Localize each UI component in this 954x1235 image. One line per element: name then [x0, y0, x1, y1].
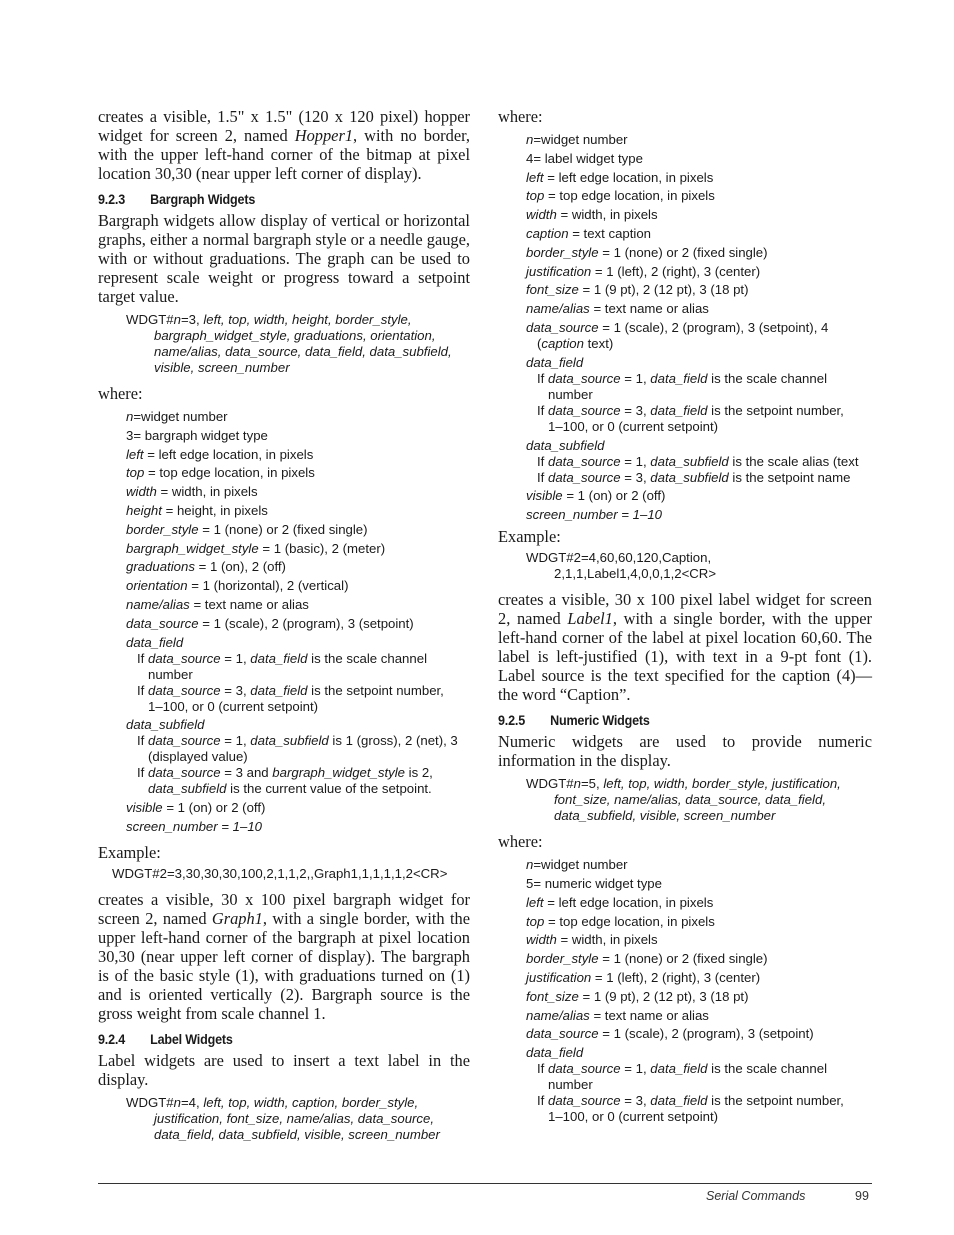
where-label: where:	[498, 832, 543, 852]
italic-text: top	[126, 465, 145, 481]
italic-text: top	[526, 188, 545, 204]
text: is the scale alias (text	[728, 453, 859, 469]
text: = text name or alias	[589, 1007, 709, 1023]
italic-text: data_field	[250, 682, 308, 698]
example-label: Example:	[98, 842, 161, 862]
param-def	[526, 151, 872, 167]
data-subfield-case	[526, 470, 872, 486]
data-field-case	[526, 403, 872, 435]
text: = 1 (on) or 2 (off)	[162, 800, 266, 816]
text: = 1,	[620, 370, 651, 386]
text: = 3,	[620, 402, 651, 418]
numeric-command-syntax	[526, 776, 872, 824]
param-def-data-source	[526, 320, 872, 352]
case-text	[137, 733, 458, 748]
italic-text: data_source	[148, 650, 221, 666]
param-def	[526, 188, 872, 204]
numeric-parameter-list	[526, 857, 872, 1125]
italic-text: caption	[541, 335, 584, 351]
param-def	[526, 207, 872, 223]
text: creates a visible, 30 x 100 pixel bargraph widget for screen 2, named	[98, 889, 470, 928]
param-def	[526, 1026, 872, 1042]
text: = left edge location, in pixels	[543, 169, 714, 185]
command-n: n	[173, 1094, 181, 1110]
left-column	[98, 107, 470, 1151]
section-heading-label	[98, 1032, 444, 1047]
where-label: where:	[498, 107, 543, 126]
text: = text name or alias	[589, 301, 709, 317]
example-command	[526, 550, 872, 582]
command-eq: =3,	[180, 312, 204, 327]
text: = text name or alias	[189, 596, 309, 612]
text: is the setpoint number,	[707, 1093, 844, 1109]
case-text-cont: number	[548, 386, 593, 402]
text: = 1,	[620, 1061, 651, 1077]
case-text	[537, 1061, 827, 1076]
command-params-cont: bargraph_widget_style, graduations, orientation,	[154, 328, 436, 343]
italic-text: data_source	[526, 319, 599, 335]
command-params: left, top, width, height, border_style,	[203, 312, 412, 327]
text: = 1 (scale), 2 (program), 3 (setpoint), 4	[598, 319, 829, 335]
command-params-cont: visible, screen_number	[154, 360, 290, 375]
param-def	[526, 989, 872, 1005]
text: If	[137, 650, 148, 666]
command-params: left, top, width, caption, border_style,	[203, 1094, 419, 1110]
where-label: where:	[98, 384, 143, 403]
italic-text: data_source	[548, 402, 621, 418]
italic-text: data_source	[148, 733, 221, 749]
param-def	[526, 245, 872, 261]
param-def	[526, 226, 872, 242]
italic-text: Graph1	[211, 908, 263, 928]
case-text-cont: number	[548, 1077, 593, 1093]
case-text-cont	[137, 781, 470, 797]
text: = 1 (scale), 2 (program), 3 (setpoint)	[198, 615, 414, 631]
right-column	[498, 107, 872, 1128]
italic-text: font_size	[526, 282, 579, 298]
text: = width, in pixels	[556, 207, 658, 223]
text: text)	[583, 335, 614, 351]
param-def-screen-number: screen_number = 1–10	[126, 818, 262, 834]
footer-section-name: Serial Commands	[706, 1189, 806, 1203]
command-params-cont: font_size, name/alias, data_source, data_field,	[554, 792, 826, 808]
text: =widget number	[133, 409, 228, 424]
italic-text: n	[526, 857, 534, 873]
text: = 1 (scale), 2 (program), 3 (setpoint)	[598, 1026, 814, 1042]
param-def	[126, 447, 470, 463]
param-def	[526, 914, 872, 930]
text: = 1 (none) or 2 (fixed single)	[198, 521, 368, 537]
label-example-paragraph	[498, 590, 872, 704]
data-field-case	[526, 371, 872, 403]
case-text-cont: 1–100, or 0 (current setpoint)	[148, 698, 319, 714]
text: is the setpoint number,	[707, 402, 844, 418]
italic-text: Label1	[567, 609, 613, 629]
text: If	[137, 682, 148, 698]
text: , with a single border, with the upper left-hand corner of the bargraph at pixel location 30,30 (near upper left corner of display). The bargraph is of the basic style (1), with graduations turned on (1) and is oriented vertically (2). Bargraph source is the gross weight from scale channel 1.	[98, 908, 470, 1023]
text: is 2,	[405, 765, 433, 781]
text: is the scale channel	[707, 370, 827, 386]
text: =widget number	[533, 857, 628, 873]
text: is the current value of the setpoint.	[226, 781, 432, 797]
text: is 1 (gross), 2 (net), 3	[328, 733, 458, 749]
example-command-line: WDGT#2=4,60,60,120,Caption,	[526, 550, 712, 566]
italic-text: border_style	[526, 951, 599, 967]
italic-text: data_field	[650, 370, 708, 386]
italic-text: data_source	[548, 370, 621, 386]
data-field-label: data_field	[526, 354, 584, 370]
command-params-cont: name/alias, data_source, data_field, data_subfield,	[154, 344, 452, 359]
example-label: Example:	[498, 527, 561, 547]
text: If	[537, 1093, 548, 1109]
param-def	[126, 616, 470, 632]
footer-rule	[98, 1183, 872, 1184]
data-field-case	[126, 683, 470, 715]
italic-text: justification	[526, 263, 592, 279]
italic-text: width	[526, 207, 557, 223]
text: = left edge location, in pixels	[143, 446, 314, 462]
text: , with no border, with the upper left-hand corner of the bitmap at pixel location 30,30 (near upper left corner of display).	[98, 126, 470, 183]
param-def	[126, 465, 470, 481]
section-title: Label Widgets	[150, 1031, 233, 1047]
text: = 3 and	[220, 765, 273, 781]
italic-text: name/alias	[526, 301, 590, 317]
text: = 1 (left), 2 (right), 3 (center)	[591, 969, 761, 985]
italic-text: data_field	[650, 1093, 708, 1109]
text: = 1 (basic), 2 (meter)	[258, 540, 386, 556]
italic-text: data_source	[548, 1061, 621, 1077]
italic-text: top	[526, 913, 545, 929]
italic-text: n	[126, 409, 134, 424]
text: = top edge location, in pixels	[544, 913, 715, 929]
param-def	[526, 282, 872, 298]
text: = 1 (9 pt), 2 (12 pt), 3 (18 pt)	[578, 988, 749, 1004]
numeric-description: Numeric widgets are used to provide numeric information in the display.	[498, 732, 872, 771]
italic-text: name/alias	[526, 1007, 590, 1023]
text: = 3,	[620, 469, 651, 485]
command-params-cont: justification, font_size, name/alias, data_source,	[154, 1110, 435, 1126]
italic-text: font_size	[526, 988, 579, 1004]
data-field-label: data_field	[126, 634, 184, 650]
param-def	[526, 970, 872, 986]
text: If	[537, 453, 548, 469]
label-command-syntax	[126, 1095, 470, 1143]
label-description: Label widgets are used to insert a text label in the display.	[98, 1050, 470, 1089]
italic-text: orientation	[126, 578, 188, 594]
param-def	[126, 559, 470, 575]
text: = 3,	[620, 1093, 651, 1109]
text: = width, in pixels	[156, 484, 258, 500]
text: = height, in pixels	[161, 502, 268, 518]
command-params: left, top, width, border_style, justification,	[603, 776, 841, 792]
case-text-cont: 1–100, or 0 (current setpoint)	[548, 1109, 719, 1125]
text: = top edge location, in pixels	[144, 465, 315, 481]
param-def	[526, 895, 872, 911]
param-def	[126, 541, 470, 557]
text: = 1 (none) or 2 (fixed single)	[598, 244, 768, 260]
data-subfield-case	[126, 765, 470, 797]
param-def-visible	[126, 800, 470, 816]
hopper-example-paragraph	[98, 107, 470, 183]
italic-text: data_subfield	[148, 781, 227, 797]
italic-text: data_field	[650, 402, 708, 418]
data-subfield-label: data_subfield	[526, 437, 605, 453]
italic-text: data_field	[650, 1061, 708, 1077]
italic-text: data_source	[526, 1026, 599, 1042]
text: If	[537, 370, 548, 386]
data-field-case	[526, 1061, 872, 1093]
bargraph-example-paragraph	[98, 890, 470, 1023]
text: = 1,	[220, 733, 251, 749]
example-command: WDGT#2=3,30,30,30,100,2,1,1,2,,Graph1,1,1,1,1,2<CR>	[112, 865, 448, 881]
data-subfield-label: data_subfield	[126, 717, 205, 733]
text: If	[537, 402, 548, 418]
text: = 1 (9 pt), 2 (12 pt), 3 (18 pt)	[578, 282, 749, 298]
command-prefix: WDGT#	[126, 1094, 174, 1110]
italic-text: n	[526, 132, 534, 147]
italic-text: data_source	[548, 469, 621, 485]
param-def	[526, 1008, 872, 1024]
italic-text: Hopper1	[294, 126, 354, 145]
param-def	[526, 951, 872, 967]
data-field-label: data_field	[526, 1045, 584, 1061]
section-title: Numeric Widgets	[550, 713, 650, 729]
param-def	[526, 932, 872, 948]
section-heading-bargraph	[98, 192, 444, 207]
param-def-visible	[526, 488, 872, 504]
param-def	[526, 301, 872, 317]
italic-text: data_source	[126, 615, 199, 631]
text: is the scale channel	[707, 1061, 827, 1077]
italic-text: data_subfield	[250, 733, 329, 749]
case-text	[526, 320, 828, 335]
section-heading-numeric	[498, 713, 846, 728]
italic-text: bargraph_widget_style	[126, 540, 259, 556]
italic-text: height	[126, 502, 162, 518]
italic-text: graduations	[126, 559, 195, 575]
param-def	[526, 132, 872, 148]
section-number: 9.2.5	[498, 713, 525, 729]
command-params-cont: data_field, data_subfield, visible, screen_number	[154, 1126, 440, 1142]
text: = 3,	[220, 682, 251, 698]
case-text	[137, 651, 427, 666]
case-text-cont: number	[148, 666, 193, 682]
italic-text: data_source	[148, 682, 221, 698]
case-text-cont	[526, 336, 872, 352]
text: is the scale channel	[307, 650, 427, 666]
italic-text: data_source	[148, 765, 221, 781]
italic-text: border_style	[126, 521, 199, 537]
page-number: 99	[855, 1189, 869, 1203]
case-text	[537, 371, 827, 386]
param-def	[126, 597, 470, 613]
case-text	[537, 1093, 844, 1108]
italic-text: visible	[526, 488, 563, 504]
text: is the setpoint number,	[307, 682, 444, 698]
text: = 1 (left), 2 (right), 3 (center)	[591, 263, 761, 279]
param-def	[126, 578, 470, 594]
param-def	[126, 503, 470, 519]
text: If	[537, 469, 548, 485]
italic-text: caption	[526, 225, 569, 241]
command-n: n	[573, 776, 581, 792]
text: 4= label widget type	[526, 150, 643, 166]
case-text	[137, 765, 433, 780]
label-parameter-list	[526, 132, 872, 523]
italic-text: data_source	[548, 453, 621, 469]
command-prefix: WDGT#	[126, 312, 174, 327]
italic-text: bargraph_widget_style	[272, 765, 405, 781]
text: = text caption	[568, 225, 652, 241]
command-eq: =4,	[180, 1094, 204, 1110]
text: 3= bargraph widget type	[126, 427, 268, 443]
param-def	[126, 522, 470, 538]
text: = 1 (on), 2 (off)	[194, 559, 286, 575]
bargraph-description: Bargraph widgets allow display of vertical or horizontal graphs, either a normal bargraph style or a needle gauge, with or without graduations. The graph can be used to represent scale weight or progress toward a setpoint target value.	[98, 211, 470, 306]
case-text	[137, 683, 444, 698]
text: = 1,	[220, 650, 251, 666]
case-text-cont: 1–100, or 0 (current setpoint)	[548, 418, 719, 434]
param-def	[526, 876, 872, 892]
text: , with a single border, with the upper left-hand corner of the label at pixel location 60,60. The label is left-justified (1), with text in a 9-pt font (1). Label source is the text specified for the caption (4)—the word “Caption”.	[498, 609, 872, 705]
case-text-cont: (displayed value)	[148, 749, 248, 765]
text: (	[537, 335, 542, 351]
italic-text: name/alias	[126, 596, 190, 612]
text: creates a visible, 30 x 100 pixel label widget for screen 2, named	[498, 590, 872, 629]
text: If	[137, 733, 148, 749]
param-def	[126, 484, 470, 500]
section-title: Bargraph Widgets	[150, 192, 256, 207]
section-number: 9.2.4	[98, 1031, 125, 1047]
italic-text: data_subfield	[650, 453, 729, 469]
data-field-case	[126, 651, 470, 683]
text: =widget number	[533, 132, 628, 147]
italic-text: left	[526, 894, 544, 910]
command-eq: =5,	[580, 776, 604, 792]
italic-text: data_source	[548, 1093, 621, 1109]
command-n: n	[173, 312, 181, 327]
italic-text: width	[526, 932, 557, 948]
param-def	[526, 170, 872, 186]
param-def	[526, 264, 872, 280]
text: = left edge location, in pixels	[543, 894, 714, 910]
bargraph-parameter-list	[126, 409, 470, 835]
italic-text: data_subfield	[650, 469, 729, 485]
text: 5= numeric widget type	[526, 875, 662, 891]
case-text	[537, 403, 844, 418]
bargraph-command-syntax	[126, 312, 470, 376]
command-prefix: WDGT#	[526, 776, 574, 792]
text: If	[137, 765, 148, 781]
italic-text: justification	[526, 969, 592, 985]
italic-text: width	[126, 484, 157, 500]
param-def	[526, 857, 872, 873]
italic-text: border_style	[526, 244, 599, 260]
text: = 1,	[620, 453, 651, 469]
text: creates a visible, 1.5" x 1.5" (120 x 120 pixel) hopper widget for screen 2, named	[98, 107, 470, 145]
italic-text: data_field	[250, 650, 308, 666]
italic-text: left	[126, 446, 144, 462]
italic-text: left	[526, 169, 544, 185]
text: = top edge location, in pixels	[544, 188, 715, 204]
data-subfield-case	[126, 733, 470, 765]
command-params-cont: data_subfield, visible, screen_number	[554, 808, 776, 824]
text: is the setpoint name	[728, 469, 851, 485]
param-def	[126, 428, 470, 444]
text: = 1 (horizontal), 2 (vertical)	[187, 578, 349, 594]
text: = 1 (none) or 2 (fixed single)	[598, 951, 768, 967]
text: = width, in pixels	[556, 932, 658, 948]
param-def	[126, 409, 470, 425]
section-number: 9.2.3	[98, 192, 125, 207]
text: If	[537, 1061, 548, 1077]
italic-text: visible	[126, 800, 163, 816]
param-def-screen-number: screen_number = 1–10	[526, 507, 662, 523]
data-subfield-case	[526, 454, 872, 470]
data-field-case	[526, 1093, 872, 1125]
example-command-line: 2,1,1,Label1,4,0,0,1,2<CR>	[554, 566, 717, 582]
text: = 1 (on) or 2 (off)	[562, 488, 666, 504]
